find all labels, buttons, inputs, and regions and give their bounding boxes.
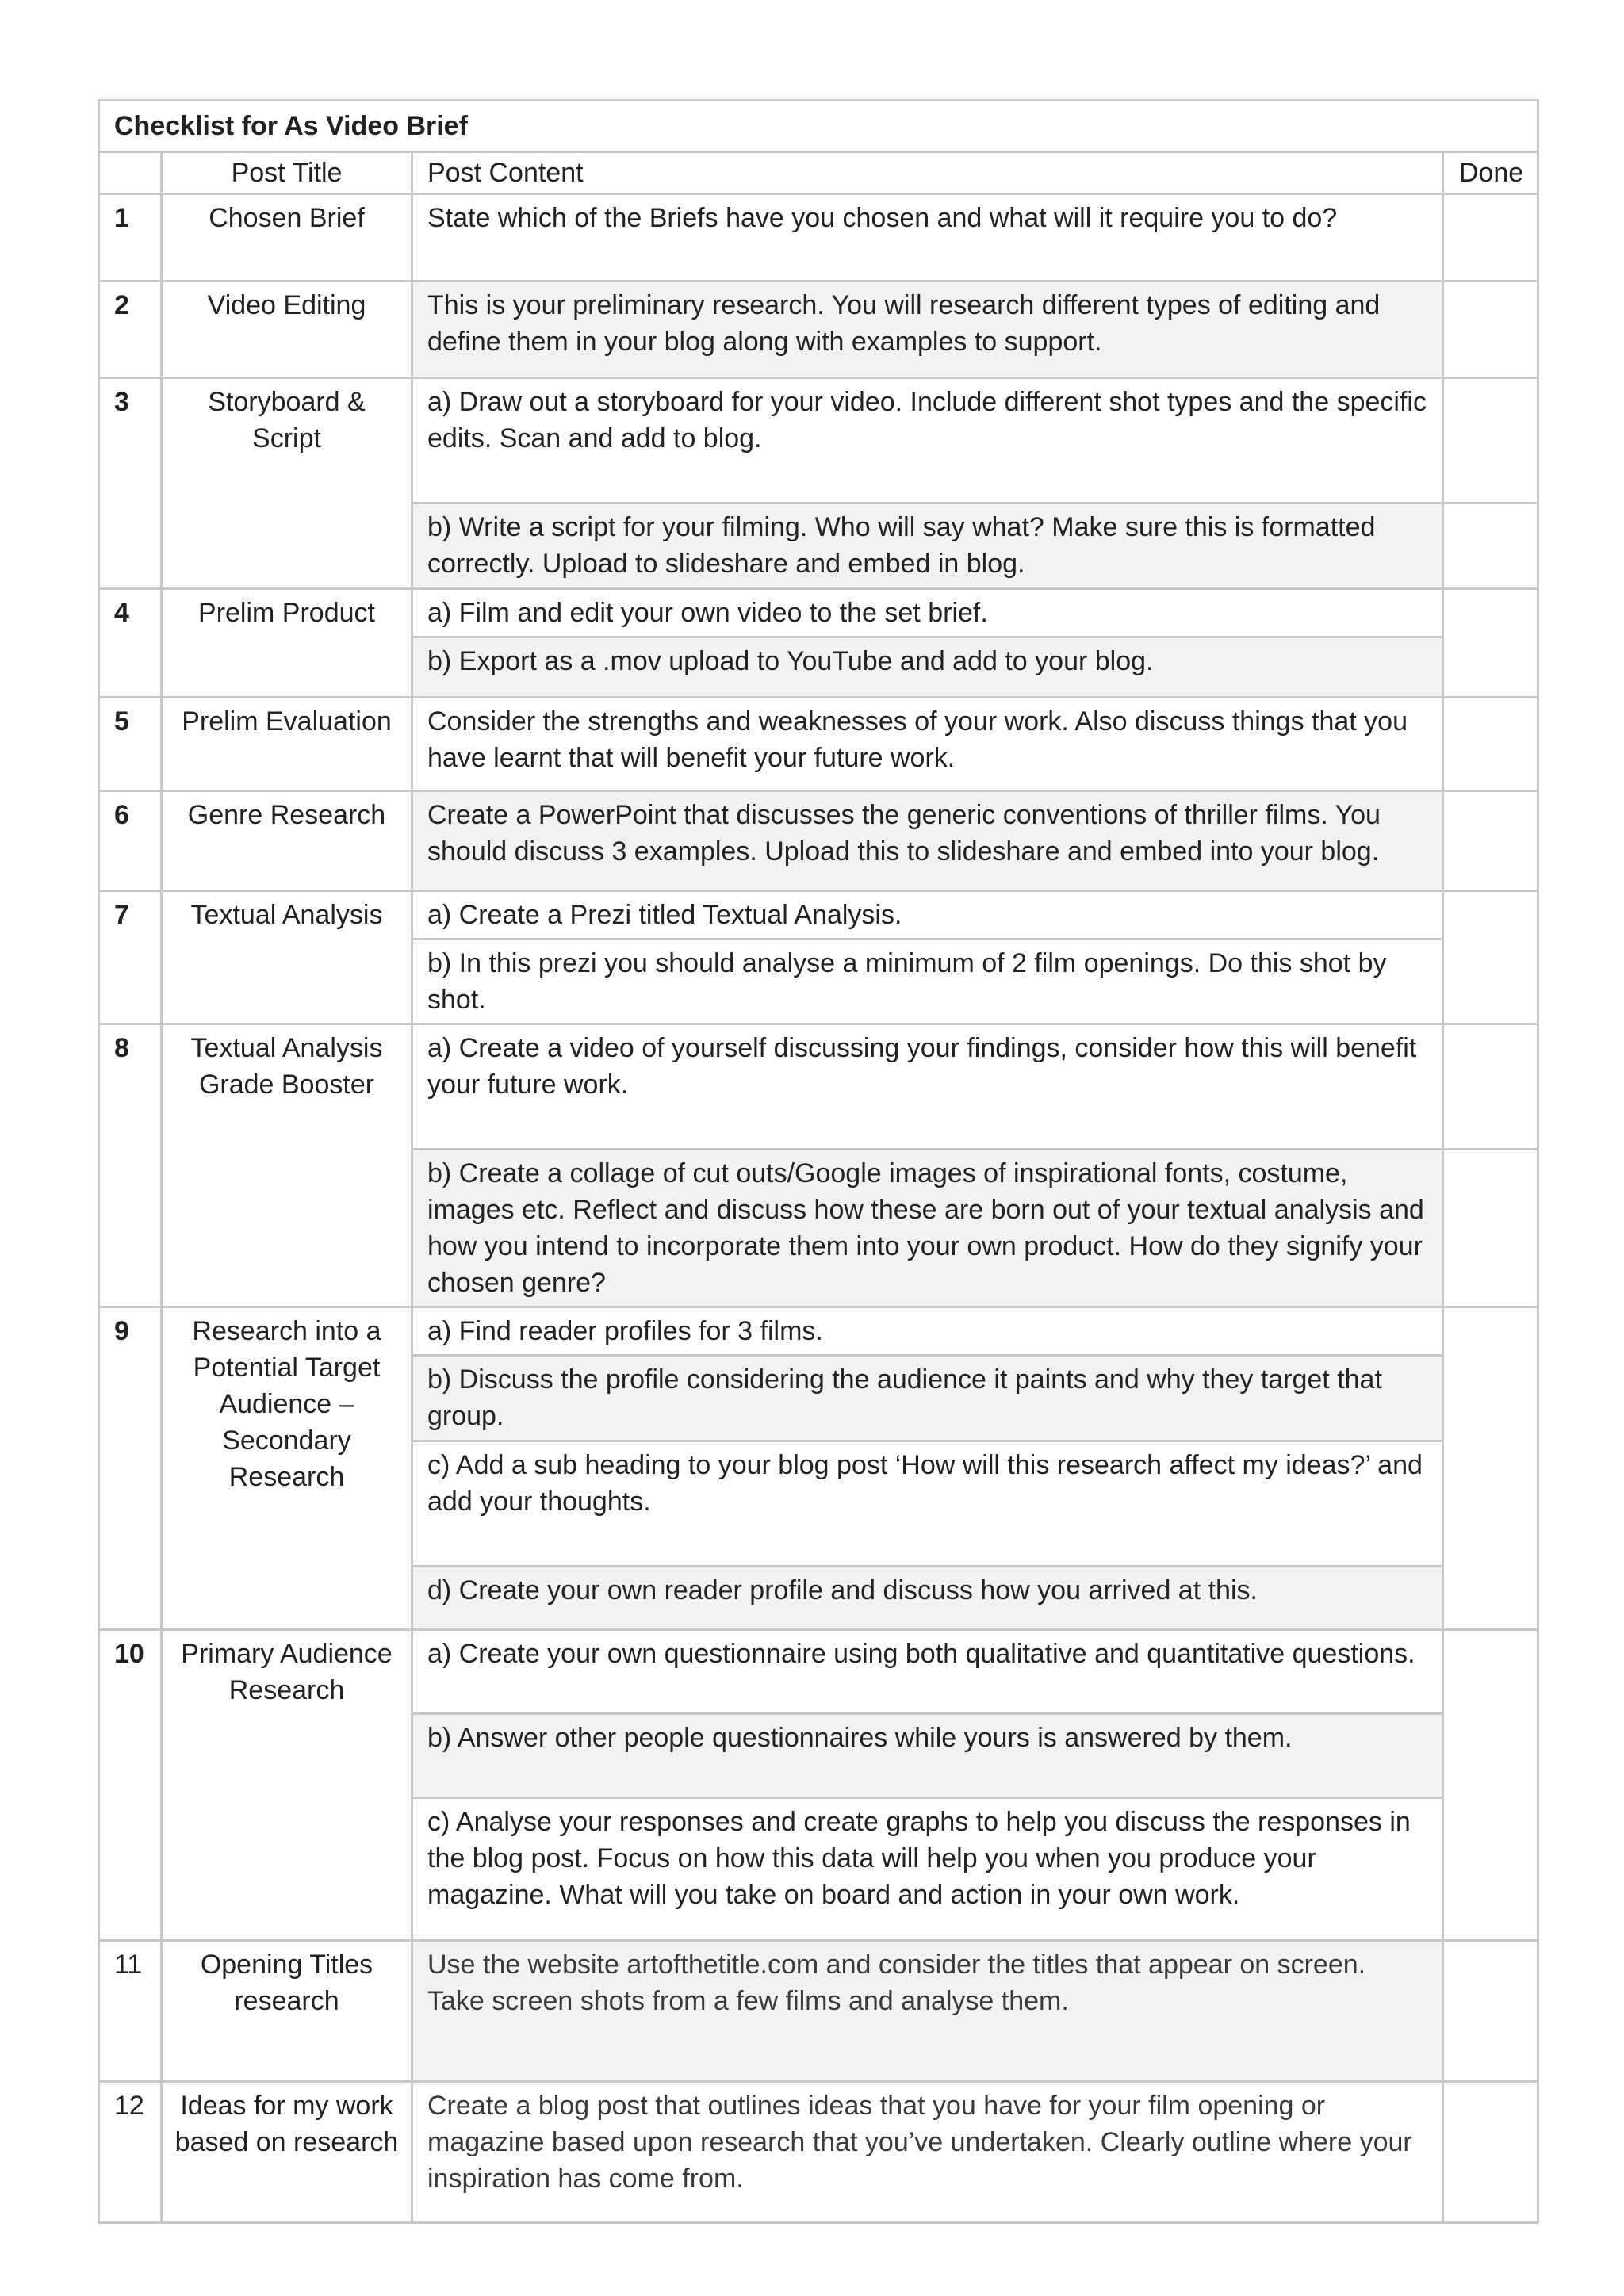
header-number bbox=[99, 152, 162, 194]
table-row bbox=[99, 1630, 1538, 1714]
row-number: 6 bbox=[99, 791, 162, 891]
done-checkbox-cell[interactable] bbox=[1443, 589, 1538, 698]
row-number: 1 bbox=[99, 194, 162, 281]
header-row bbox=[99, 152, 1538, 194]
row-number: 4 bbox=[99, 589, 162, 698]
done-checkbox-cell[interactable] bbox=[1443, 503, 1538, 589]
post-content: Consider the strengths and weaknesses of your work. Also discuss things that you have learnt that will benefit your future work. bbox=[412, 698, 1443, 791]
post-content: a) Film and edit your own video to the set brief. bbox=[412, 589, 1443, 637]
done-checkbox-cell[interactable] bbox=[1443, 1630, 1538, 1941]
post-content: b) Discuss the profile considering the audience it paints and why they target that group. bbox=[412, 1356, 1443, 1441]
post-content: c) Add a sub heading to your blog post ‘How will this research affect my ideas?’ and add your thoughts. bbox=[412, 1441, 1443, 1567]
row-number: 12 bbox=[99, 2082, 162, 2223]
post-title: Chosen Brief bbox=[162, 194, 412, 281]
title-row bbox=[99, 101, 1538, 152]
post-title: Opening Titles research bbox=[162, 1941, 412, 2082]
table-row bbox=[99, 589, 1538, 637]
table-row bbox=[99, 1024, 1538, 1150]
post-title: Storyboard & Script bbox=[162, 378, 412, 589]
post-title: Research into a Potential Target Audience – Secondary Research bbox=[162, 1307, 412, 1630]
header-done: Done bbox=[1443, 152, 1538, 194]
done-checkbox-cell[interactable] bbox=[1443, 2082, 1538, 2223]
table-row bbox=[99, 698, 1538, 791]
row-number: 5 bbox=[99, 698, 162, 791]
post-content: a) Find reader profiles for 3 films. bbox=[412, 1307, 1443, 1356]
post-content: Create a PowerPoint that discusses the generic conventions of thriller films. You should discuss 3 examples. Upload this to slideshare and embed into your blog. bbox=[412, 791, 1443, 891]
done-checkbox-cell[interactable] bbox=[1443, 194, 1538, 281]
post-content: b) Write a script for your filming. Who will say what? Make sure this is formatted correctly. Upload to slideshare and embed in blog. bbox=[412, 503, 1443, 589]
table-row bbox=[99, 281, 1538, 378]
done-checkbox-cell[interactable] bbox=[1443, 1941, 1538, 2082]
post-title: Prelim Product bbox=[162, 589, 412, 698]
header-post-title: Post Title bbox=[162, 152, 412, 194]
post-title: Textual Analysis Grade Booster bbox=[162, 1024, 412, 1307]
post-content: d) Create your own reader profile and discuss how you arrived at this. bbox=[412, 1567, 1443, 1630]
table-row bbox=[99, 1307, 1538, 1356]
done-checkbox-cell[interactable] bbox=[1443, 891, 1538, 1024]
post-title: Video Editing bbox=[162, 281, 412, 378]
done-checkbox-cell[interactable] bbox=[1443, 791, 1538, 891]
post-content: b) Create a collage of cut outs/Google images of inspirational fonts, costume, images etc. Reflect and discuss how these are born out of your textual analysis and how you intend to incorporate them into your own product. How do they signify your chosen genre? bbox=[412, 1150, 1443, 1307]
done-checkbox-cell[interactable] bbox=[1443, 281, 1538, 378]
table-row bbox=[99, 378, 1538, 503]
post-content: a) Draw out a storyboard for your video. Include different shot types and the specific edits. Scan and add to blog. bbox=[412, 378, 1443, 503]
done-checkbox-cell[interactable] bbox=[1443, 1024, 1538, 1150]
post-content: State which of the Briefs have you chosen and what will it require you to do? bbox=[412, 194, 1443, 281]
done-checkbox-cell[interactable] bbox=[1443, 698, 1538, 791]
post-content: a) Create a video of yourself discussing your findings, consider how this will benefit your future work. bbox=[412, 1024, 1443, 1150]
row-number: 7 bbox=[99, 891, 162, 1024]
checklist-title: Checklist for As Video Brief bbox=[99, 101, 1538, 152]
table-row bbox=[99, 791, 1538, 891]
row-number: 11 bbox=[99, 1941, 162, 2082]
post-content: c) Analyse your responses and create graphs to help you discuss the responses in the blog post. Focus on how this data will help you when you produce your magazine. What will you take on board and action in your own work. bbox=[412, 1798, 1443, 1941]
table-row bbox=[99, 194, 1538, 281]
checklist-table bbox=[98, 99, 1539, 2224]
table-row bbox=[99, 891, 1538, 939]
post-content: b) Answer other people questionnaires while yours is answered by them. bbox=[412, 1714, 1443, 1798]
row-number: 10 bbox=[99, 1630, 162, 1941]
header-post-content: Post Content bbox=[412, 152, 1443, 194]
post-content: a) Create a Prezi titled Textual Analysis. bbox=[412, 891, 1443, 939]
post-content: a) Create your own questionnaire using both qualitative and quantitative questions. bbox=[412, 1630, 1443, 1714]
post-content: This is your preliminary research. You will research different types of editing and define them in your blog along with examples to support. bbox=[412, 281, 1443, 378]
done-checkbox-cell[interactable] bbox=[1443, 1307, 1538, 1630]
post-content: Use the website artofthetitle.com and consider the titles that appear on screen. Take screen shots from a few films and analyse them. bbox=[412, 1941, 1443, 2082]
post-title: Genre Research bbox=[162, 791, 412, 891]
post-content: b) Export as a .mov upload to YouTube and add to your blog. bbox=[412, 637, 1443, 698]
table-row bbox=[99, 1941, 1538, 2082]
post-content: Create a blog post that outlines ideas that you have for your film opening or magazine based upon research that you’ve undertaken. Clearly outline where your inspiration has come from. bbox=[412, 2082, 1443, 2223]
post-content: b) In this prezi you should analyse a minimum of 2 film openings. Do this shot by shot. bbox=[412, 939, 1443, 1024]
post-title: Primary Audience Research bbox=[162, 1630, 412, 1941]
done-checkbox-cell[interactable] bbox=[1443, 378, 1538, 503]
row-number: 2 bbox=[99, 281, 162, 378]
post-title: Textual Analysis bbox=[162, 891, 412, 1024]
row-number: 8 bbox=[99, 1024, 162, 1307]
done-checkbox-cell[interactable] bbox=[1443, 1150, 1538, 1307]
table-row bbox=[99, 2082, 1538, 2223]
row-number: 3 bbox=[99, 378, 162, 589]
post-title: Prelim Evaluation bbox=[162, 698, 412, 791]
post-title: Ideas for my work based on research bbox=[162, 2082, 412, 2223]
row-number: 9 bbox=[99, 1307, 162, 1630]
